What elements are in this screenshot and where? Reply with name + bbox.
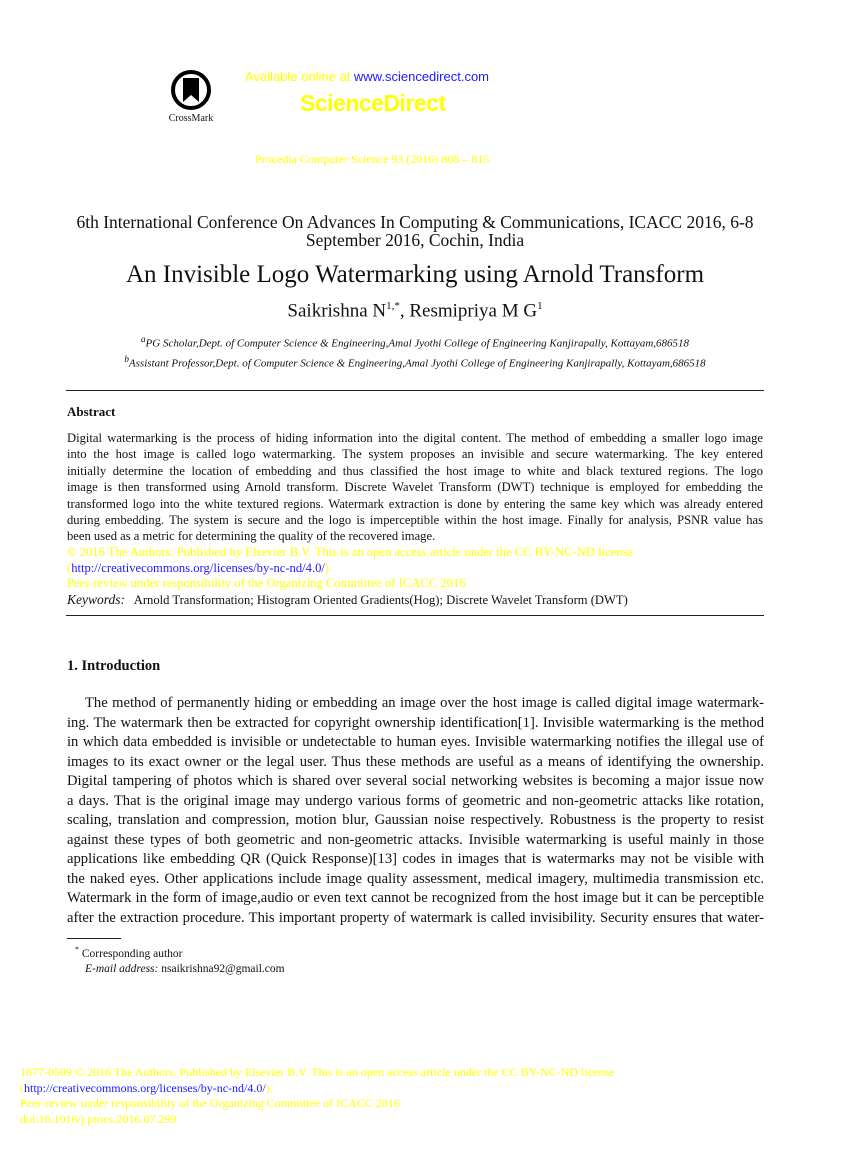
available-prefix: Available online at <box>245 69 354 84</box>
affiliations <box>0 332 830 371</box>
text-line: the naked eyes. Other applications include image quality assessment, medical imagery, multimedia transmission etc. <box>67 870 764 887</box>
conference-name <box>0 213 830 249</box>
text-line: in which data embedded is invisible or undetectable to human eyes. Invisible watermarking notifies the illegal use of <box>67 734 764 750</box>
text-line: images to its exact owner or the legal user. Thus these methods are useful as a means of identifying the ownership. <box>67 753 764 770</box>
crossmark-logo[interactable] <box>166 70 216 124</box>
abstract-body <box>67 430 763 545</box>
text-line: ing. The watermark then be extracted for copyright ownership identification[1]. Invisible watermarking is the method <box>67 714 764 731</box>
text-line: image is then transformed using Arnold transform. Discrete Wavelet Transform (DWT) technique is employed for embedding the <box>67 480 763 495</box>
peer-review-text: Peer-review under responsibility of the Organizing Committee of ICACC 2016 <box>67 576 466 590</box>
license-link[interactable]: http://creativecommons.org/licenses/by-nc-nd/4.0/ <box>71 560 325 575</box>
text-line: initially determine the location of embedding and thus classified the host image to white and black textured regions. The logo <box>67 463 763 478</box>
text-line: into the host image is called logo watermarking. The system proposes an invisible and secure watermarking. The key entered <box>67 447 763 462</box>
authors: Saikrishna $N^{1,*}$, Resmipriya M $G^1$ <box>287 300 543 322</box>
license-text: © 2016 The Authors. Published by Elsevier B.V. This is an open access article under the CC BY-NC-ND license <box>67 545 634 559</box>
section-heading-introduction: 1. Introduction <box>67 658 161 674</box>
affiliation: $^b$Assistant Professor,Dept. of Computer Science & Engineering,Amal Jyothi College of Engineering Kanjirapally, Kottayam,686518 <box>124 353 706 370</box>
issn-line: 1877-0509 © 2016 The Authors. Published by Elsevier B.V. This is an open access article under the CC BY-NC-ND license <box>20 1065 615 1079</box>
text-line: Digital tampering of photos which is shared over several social networking websites is becoming a major issue now <box>67 773 764 789</box>
text-line: a days. That is the original image may undergo various forms of geometric and non-geometric attacks like rotation, <box>67 792 764 809</box>
paper-title: An Invisible Logo Watermarking using Arnold Transform <box>125 261 705 288</box>
abstract-license: © 2016 The Authors. Published by Elsevier B.V. This is an open access article under the CC BY-NC-ND license (http://creativecommons.org/licenses/by-nc-nd/4.0/). Peer-review under responsibility of the Organizing Committee of ICACC 2016 Keywords: Arnold Transformation; Histogram Oriented Gradients(Hog); Discrete Wavelet Transform (DWT) <box>67 545 634 607</box>
conference-line: 6th International Conference On Advances In Computing & Communications, ICACC 2016, 6-8 <box>76 212 754 232</box>
text-line: Digital watermarking is the process of hiding information into the digital content. The method of embedding a smaller logo image <box>67 431 763 445</box>
abstract-heading: Abstract <box>67 404 116 419</box>
affiliation: $^a$PG Scholar,Dept. of Computer Science & Engineering,Amal Jyothi College of Engineering Kanjirapally, Kottayam,686518 <box>140 334 690 350</box>
available-online <box>245 69 489 84</box>
footer-license-link[interactable]: http://creativecommons.org/licenses/by-nc-nd/4.0/ <box>24 1080 266 1095</box>
divider <box>66 615 764 616</box>
text-line: The method of permanently hiding or embedding an image over the host image is called digital image watermark- <box>85 695 764 711</box>
footnote: * Corresponding author E-mail address: nsaikrishna92@gmail.com <box>75 945 285 976</box>
crossmark-icon <box>171 70 211 110</box>
text-line: after the extraction procedure. This important property of watermark is called invisibility. Security ensures that water- <box>67 909 764 926</box>
text-line: against these types of both geometric and non-geometric attacks. Invisible watermarking is useful mainly in those <box>67 831 764 848</box>
text-line: scaling, translation and compression, motion blur, Gaussian noise respectively. Robustness is the property to resist <box>67 812 764 828</box>
text-line: transformed logo into the white textured regions. Watermark extraction is done by entering the same key which was already entered <box>67 496 763 511</box>
footer-peer-review: Peer-review under responsibility of the Organizing Committee of ICACC 2016 <box>20 1096 400 1110</box>
text-line: Watermark in the form of image,audio or even text cannot be recognized from the host image but it can be perceptible <box>67 890 764 906</box>
crossmark-label: CrossMark <box>168 113 214 124</box>
sciencedirect-brand: ScienceDirect <box>300 90 446 116</box>
journal-citation: Procedia Computer Science 93 (2016) 808 – 815 <box>255 152 490 166</box>
page-footer: 1877-0509 © 2016 The Authors. Published by Elsevier B.V. This is an open access article under the CC BY-NC-ND license (http://creativecommons.org/licenses/by-nc-nd/4.0/). Peer-review under responsibility of the Organizing Committee of ICACC 2016 doi:10.1016/j.procs.2016.07.299 <box>20 1065 615 1126</box>
conference-line: September 2016, Cochin, India <box>305 230 525 250</box>
divider <box>66 390 764 391</box>
doi: doi:10.1016/j.procs.2016.07.299 <box>20 1111 177 1126</box>
text-line: applications like embedding QR (Quick Response)[13] codes in images that is watermarks may not be visible with <box>67 851 764 867</box>
email[interactable]: nsaikrishna92@gmail.com <box>161 963 285 976</box>
sciencedirect-link[interactable]: www.sciencedirect.com <box>353 69 490 84</box>
keywords: Keywords: Arnold Transformation; Histogram Oriented Gradients(Hog); Discrete Wavelet Transform (DWT) <box>67 591 628 607</box>
text-line: been used as a metric for determining the quality of the recovered image. <box>67 529 436 544</box>
footnote-rule <box>67 938 121 939</box>
introduction-body <box>67 694 764 928</box>
text-line: during embedding. The system is secure and the logo is imperceptible within the host image. Finally for analysis, PSNR value has <box>67 513 763 528</box>
